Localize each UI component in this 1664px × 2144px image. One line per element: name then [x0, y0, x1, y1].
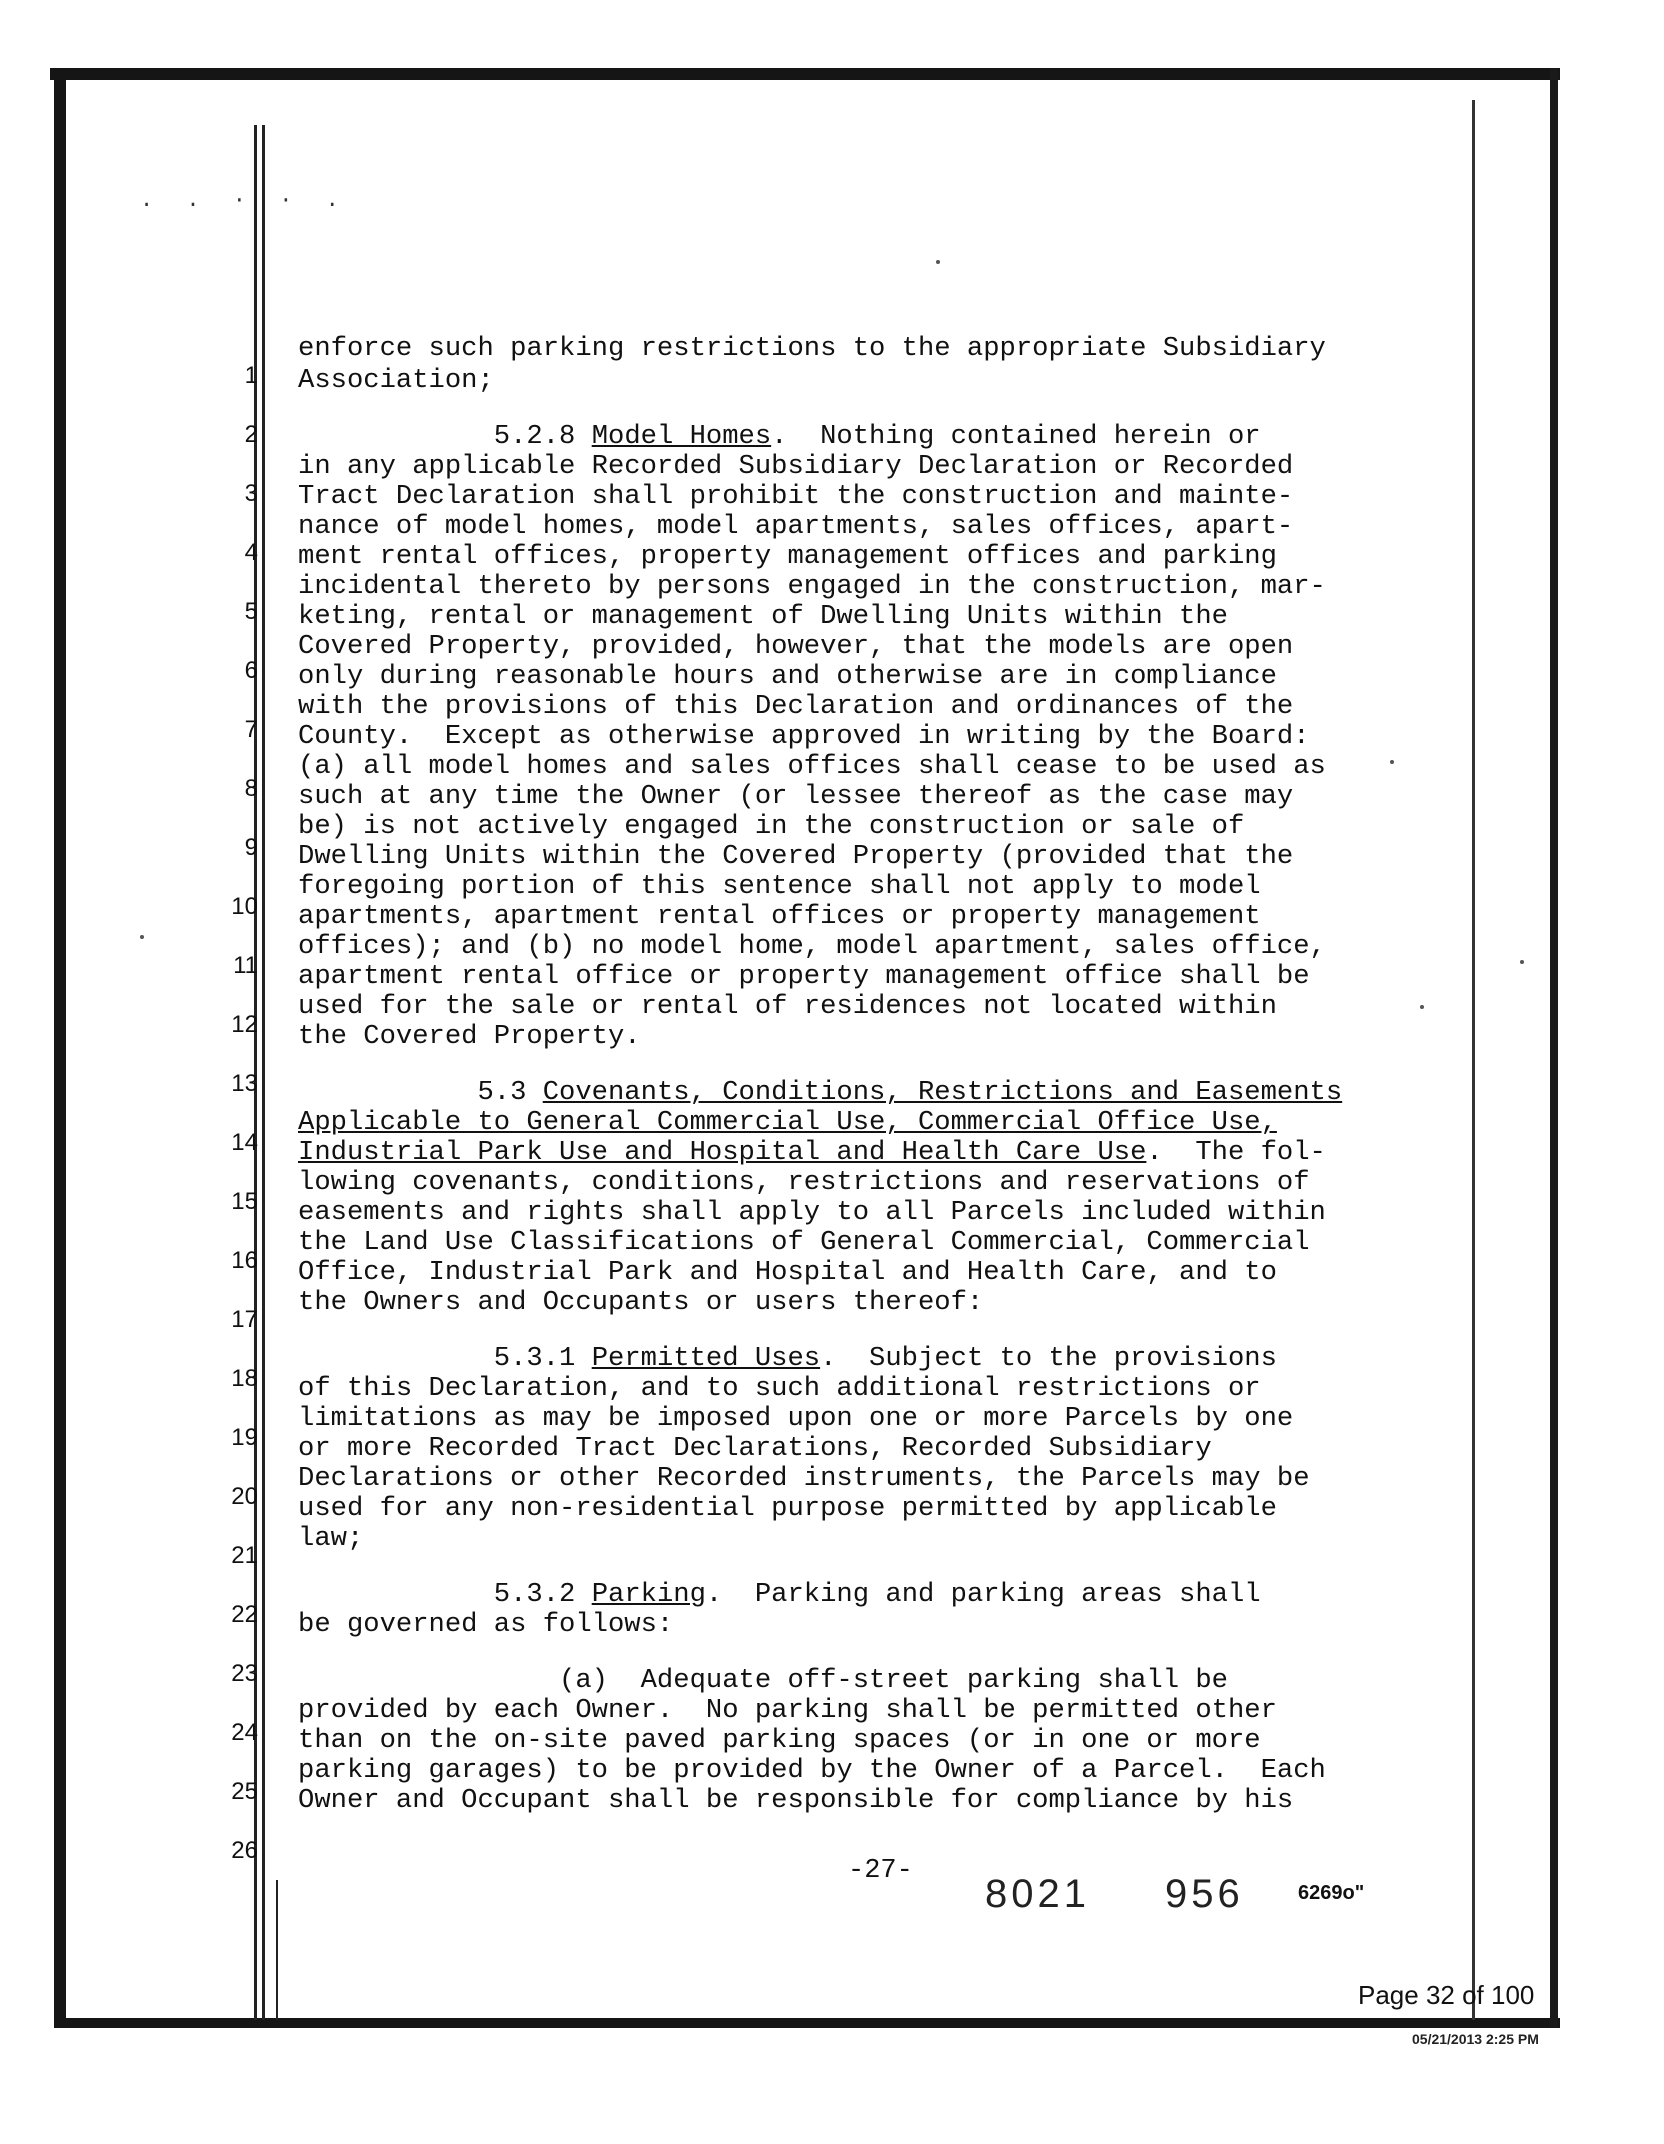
text-run: . Nothing contained herein or [771, 421, 1261, 452]
text-line: easements and rights shall apply to all Parcels included within [298, 1197, 1326, 1228]
print-datetime: 05/21/2013 2:25 PM [1412, 2031, 1539, 2047]
text-line: in any applicable Recorded Subsidiary Declaration or Recorded [298, 451, 1294, 482]
text-line: than on the on-site paved parking spaces (or in one or more [298, 1725, 1261, 1756]
scan-speck [936, 260, 940, 264]
line-number: 16 [231, 1247, 258, 1274]
text-line: of this Declaration, and to such additional restrictions or [298, 1373, 1261, 1404]
text-line: nance of model homes, model apartments, sales offices, apart- [298, 511, 1294, 542]
scan-speck [140, 935, 144, 939]
text-line [298, 1078, 1342, 1108]
text-line: be governed as follows: [298, 1609, 674, 1640]
text-line [298, 1138, 1326, 1168]
line-number: 12 [231, 1011, 258, 1038]
recording-stamp-ref: 6269o" [1298, 1882, 1365, 1904]
text-line: incidental thereto by persons engaged in the construction, mar- [298, 571, 1326, 602]
text-run: . Subject to the provisions [820, 1343, 1277, 1374]
text-run: . Parking and parking areas shall [705, 1579, 1261, 1610]
text-line: foregoing portion of this sentence shall not apply to model [298, 871, 1261, 902]
scan-border-bottom [54, 2018, 1560, 2028]
text-line: Office, Industrial Park and Hospital and Health Care, and to [298, 1257, 1277, 1288]
text-line: apartments, apartment rental offices or property management [298, 901, 1261, 932]
line-number: 10 [231, 893, 258, 920]
line-number: 22 [231, 1601, 258, 1628]
line-number: 6 [244, 657, 258, 684]
line-number: 13 [231, 1070, 258, 1097]
line-number: 25 [231, 1778, 258, 1805]
line-number: 17 [231, 1306, 258, 1333]
text-line: parking garages) to be provided by the Owner of a Parcel. Each [298, 1755, 1326, 1786]
line-number: 5 [244, 598, 258, 625]
text-line [298, 422, 1261, 452]
text-line: such at any time the Owner (or lessee thereof as the case may [298, 781, 1294, 812]
section-number: 5.3 [298, 1077, 543, 1108]
line-number: 8 [244, 775, 258, 802]
text-line: (a) Adequate off-street parking shall be [298, 1665, 1228, 1696]
scan-speck [1390, 760, 1394, 764]
scan-dots: . . · · . [140, 188, 349, 213]
text-line: apartment rental office or property management office shall be [298, 961, 1310, 992]
text-line: Declarations or other Recorded instruments, the Parcels may be [298, 1463, 1310, 1494]
text-line: the Owners and Occupants or users thereof: [298, 1287, 984, 1318]
line-number: 19 [231, 1424, 258, 1451]
text-line: Owner and Occupant shall be responsible for compliance by his [298, 1785, 1294, 1816]
text-line: lowing covenants, conditions, restrictions and reservations of [298, 1167, 1310, 1198]
line-number: 4 [244, 539, 258, 566]
text-line: (a) all model homes and sales offices shall cease to be used as [298, 751, 1326, 782]
text-line: the Covered Property. [298, 1021, 641, 1052]
text-line: used for the sale or rental of residences not located within [298, 991, 1277, 1022]
text-line: used for any non-residential purpose permitted by applicable [298, 1493, 1277, 1524]
margin-rule-left-2 [262, 125, 265, 2020]
scan-border-right [1550, 68, 1558, 2028]
text-line: offices); and (b) no model home, model apartment, sales office, [298, 931, 1326, 962]
line-number: 18 [231, 1365, 258, 1392]
section-number: 5.3.2 [298, 1579, 592, 1610]
section-heading: Covenants, Conditions, Restrictions and Easements [542, 1077, 1343, 1108]
line-number: 7 [244, 716, 258, 743]
scan-border-top [50, 68, 1560, 80]
text-line [298, 1580, 1261, 1610]
recording-stamp-page: 956 [1165, 1872, 1244, 1916]
text-line: County. Except as otherwise approved in writing by the Board: [298, 721, 1310, 752]
text-line: Tract Declaration shall prohibit the construction and mainte- [298, 481, 1294, 512]
text-line: enforce such parking restrictions to the appropriate Subsidiary [298, 333, 1326, 364]
section-heading: Industrial Park Use and Hospital and Health Care Use [298, 1137, 1147, 1168]
section-number: 5.3.1 [298, 1343, 592, 1374]
text-line: Association; [298, 365, 494, 396]
line-number: 23 [231, 1660, 258, 1687]
line-number: 26 [231, 1837, 258, 1864]
line-number: 2 [244, 421, 258, 448]
section-heading: Parking [591, 1579, 706, 1610]
text-line: ment rental offices, property management offices and parking [298, 541, 1277, 572]
text-line: with the provisions of this Declaration and ordinances of the [298, 691, 1294, 722]
margin-rule-left-3 [276, 1880, 278, 2020]
line-number: 1 [244, 362, 258, 389]
section-number: 5.2.8 [298, 421, 592, 452]
text-line: only during reasonable hours and otherwise are in compliance [298, 661, 1277, 692]
text-line: limitations as may be imposed upon one or more Parcels by one [298, 1403, 1294, 1434]
line-number: 3 [244, 480, 258, 507]
text-line: be) is not actively engaged in the construction or sale of [298, 811, 1245, 842]
text-line: law; [298, 1523, 364, 1554]
page-of-footer: Page 32 of 100 [1358, 1980, 1535, 2010]
line-number: 11 [233, 952, 258, 979]
scan-border-left [54, 68, 66, 2028]
page-number: -27- [848, 1856, 913, 1886]
line-number: 21 [231, 1542, 258, 1569]
text-line: keting, rental or management of Dwelling Units within the [298, 601, 1228, 632]
text-line: provided by each Owner. No parking shall be permitted other [298, 1695, 1277, 1726]
text-line: the Land Use Classifications of General Commercial, Commercial [298, 1227, 1310, 1258]
text-line [298, 1108, 1277, 1138]
section-heading: Permitted Uses [591, 1343, 821, 1374]
text-line: Covered Property, provided, however, that the models are open [298, 631, 1294, 662]
text-line: Dwelling Units within the Covered Property (provided that the [298, 841, 1294, 872]
recording-stamp-book: 8021 [985, 1872, 1090, 1916]
scan-speck [1520, 960, 1524, 964]
line-number: 24 [231, 1719, 258, 1746]
margin-rule-right [1472, 100, 1475, 2020]
scan-speck [1420, 1005, 1424, 1009]
line-number: 20 [231, 1483, 258, 1510]
line-number: 14 [231, 1129, 258, 1156]
text-line [298, 1344, 1277, 1374]
text-line: or more Recorded Tract Declarations, Recorded Subsidiary [298, 1433, 1212, 1464]
section-heading: Model Homes [591, 421, 772, 452]
section-heading: Applicable to General Commercial Use, Commercial Office Use, [298, 1107, 1277, 1138]
line-number: 15 [231, 1188, 258, 1215]
line-number: 9 [244, 834, 258, 861]
text-run: . The fol- [1146, 1137, 1326, 1168]
